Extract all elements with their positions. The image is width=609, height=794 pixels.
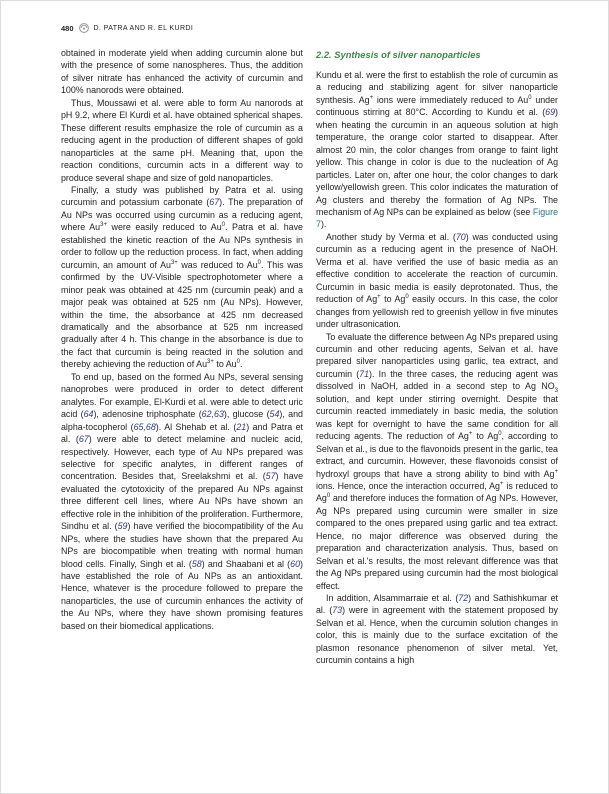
sup-text: 0 [221, 222, 225, 229]
paragraph: Kundu et al. were the first to establish the role of curcumin as a reducing and stabilizing agent for silver nanoparticle synthesis. Ag+ ions were immediately reduced to Au$^0$ under continuous stirring at 80°C. According to Kundu et al. (69) when heating the curcumin in an aqueous solution at high temperature, the orange color started to disappear. After almost 20 min, the color changes from orange to faint light yellow. This change in color is due to the nucleation of Ag particles. Later on, after one hour, the color changes to dark yellow/yellowish green. This color indicates the maturation of Ag clusters and thereby the formation of Ag NPs. The mechanism of Ag NPs can be explained as below (see Figure 7). [316, 70, 559, 230]
two-column-body [61, 47, 558, 667]
publisher-logo-icon [79, 23, 89, 33]
citation-link[interactable]: 70 [455, 231, 466, 242]
sub-text: 3 [554, 388, 558, 395]
section-heading: 2.2. Synthesis of silver nanoparticles [316, 49, 481, 60]
paragraph: Another study by Verma et al. (70) was conducted using curcumin as a reducing agent in the presence of NaOH. Verma et al. have verified the use of basic media as an effective condition to accelerate the reaction of curcumin. Curcumin in basic media is easily deprotonated. Thus, the reduction of Ag+ to Ag$^0$ easily occurs. In this case, the color changes from yellowish red to greenish yellow in five minutes under ultrasonication. [316, 231, 558, 330]
sup-text: + [468, 431, 473, 438]
sup-text: 3+ [100, 222, 107, 229]
citation-link[interactable]: 21 [236, 421, 247, 432]
sup-text: 0 [326, 493, 331, 500]
paragraph: Finally, a study was published by Patra et al. using curcumin and potassium carbonate (67). The preparation of Au NPs was occurred using curcumin as a reducing agent, where $Au^{3+}$ were easily reduced to Au$^0$. Patra et al. have established the kinetic reaction of the Au NPs synthesis in order to follow up the reduction process. In fact, when adding curcumin, an amount of $Au^{3+}$ was reduced to Au$^0$. This was confirmed by the UV-Visible spectrophotometer where a minor peak was obtained at 425 nm (curcumin peak) and a major peak was obtained at 525 nm (Au NPs). However, within the time, the absorbance at 425 nm decreased dramatically and the absorbance at 525 nm increased gradually after 4 h. This change in the absorbance is due to the fact that curcumin is being reacted in the solution and thereby achieving the reduction of $Au^{3+}$ to Au$^0$. [61, 184, 303, 370]
sup-text: 0 [257, 259, 262, 266]
citation-link[interactable]: 65,68 [133, 421, 156, 432]
citation-link[interactable]: 60 [290, 558, 301, 569]
sup-text: + [554, 468, 558, 475]
page-header [61, 23, 193, 33]
paragraph: To evaluate the difference between Ag NPs prepared using curcumin and other reducing agents, Selvan et al. have prepared silver nanoparticles using garlic, tea extract, and curcumin (71). In the three cases, the reducing agent was dissolved in NaOH, added in a second step to Ag $NO_3$ solution, and kept under stirring overnight. Despite that curcumin reacted immediately in basic media, the solution was kept for overnight to have the same condition for all reducing agents. The reduction of Ag+ to Ag$^0$, according to Selvan et al., is due to the flavonoids present in the garlic, tea extract, and curcumin. However, these flavonoids consist of hydroxyl groups that have a strong ability to bind with Ag+ ions. Hence, once the interaction occurred, Ag+ is reduced to Ag$^0$ and therefore induces the formation of Ag NPs. However, Ag NPs prepared using curcumin were smaller in size compared to the ones prepared using garlic and tea extract. Hence, no major difference was observed during the preparation and characterization analysis. Thus, based on Selvan et al.'s results, the most relevant difference was that the Ag NPs prepared using curcumin had the most biological effect. [316, 331, 558, 591]
sup-text: + [499, 480, 504, 487]
citation-link[interactable]: 67 [209, 197, 220, 208]
left-column [61, 47, 303, 667]
sup-text: 3+ [207, 359, 214, 366]
citation-link[interactable]: 59 [117, 521, 128, 532]
citation-link[interactable]: 62,63 [201, 409, 224, 420]
citation-link[interactable]: 72 [458, 593, 469, 604]
citation-link[interactable]: 67 [78, 434, 89, 445]
citation-link[interactable]: 69 [545, 107, 556, 118]
paragraph: obtained in moderate yield when adding curcumin alone but with the presence of some nanospheres. Thus, the addition of silver nitrate has enhanced the activity of curcumin and 100% nanorods were obtained. [61, 48, 303, 96]
citation-link[interactable]: 58 [191, 558, 202, 569]
sup-text: 0 [498, 431, 502, 438]
paragraph: In addition, Alsammarraie et al. (72) and Sathishkumar et al. (73) were in agreement with the statement proposed by Selvan et al. Hence, when the curcumin solution changes in color, this is mainly due to the surface excitation of the plasmon resonance phenomenon of silver metal. Yet, curcumin contains a high [316, 593, 559, 666]
sup-text: + [377, 294, 381, 301]
citation-link[interactable]: 57 [265, 471, 276, 482]
right-column-paragraphs [316, 69, 558, 667]
sup-text: 3+ [170, 259, 178, 266]
citation-link[interactable]: 71 [359, 368, 370, 379]
right-column [316, 47, 558, 667]
figure-link[interactable]: Figure 7 [316, 206, 558, 230]
running-head-authors: D. PATRA AND R. EL KURDI [93, 24, 194, 32]
citation-link[interactable]: 73 [332, 605, 343, 616]
page-number: 480 [61, 23, 74, 33]
sup-text: 0 [528, 94, 532, 101]
sup-text: 0 [405, 294, 409, 301]
paragraph: To end up, based on the formed Au NPs, several sensing nanoprobes were produced in order to detect different analytes. For example, El-Kurdi et al. were able to detect uric acid (64), adenosine triphosphate (62,63), glucose (54), and alpha-tocopherol (65,68). Al Shehab et al. (21) and Patra et al. (67) were able to detect melamine and nucleic acid, respectively. However, each type of Au NPs prepared was selective for specific analytes, in different ranges of concentration. Besides that, Sreelakshmi et al. (57) have evaluated the cytotoxicity of the prepared Au NPs against three different cell lines, where Au NPs have shown an effective role in the inhibition of the proliferation. Furthermore, Sindhu et al. (59) have verified the biocompatibility of the Au NPs, where the studies have shown that the prepared Au NPs are biocompatible when treating with normal human blood cells. Finally, Singh et al. (58) and Shaabani et al (60) have established the role of Au NPs as an antioxidant. Hence, whatever is the procedure followed to prepare the nanoparticles, the use of curcumin enhances the activity of the Au NPs, where they have shown promising features based on their biomedical applications. [61, 371, 304, 631]
paragraph: Thus, Moussawi et al. were able to form Au nanorods at pH 9.2, where El Kurdi et al. have obtained spherical shapes. These different results emphasize the role of curcumin as a reducing agent in the production of different shapes of gold nanoparticles at the same pH. Meaning that, upon the reaction conditions, curcumin acts in a different way to produce several shape and size of gold nanoparticles. [61, 97, 303, 183]
sup-text: 0 [236, 359, 240, 366]
citation-link[interactable]: 54 [269, 409, 280, 420]
sup-text: + [369, 94, 374, 101]
citation-link[interactable]: 64 [83, 409, 94, 420]
